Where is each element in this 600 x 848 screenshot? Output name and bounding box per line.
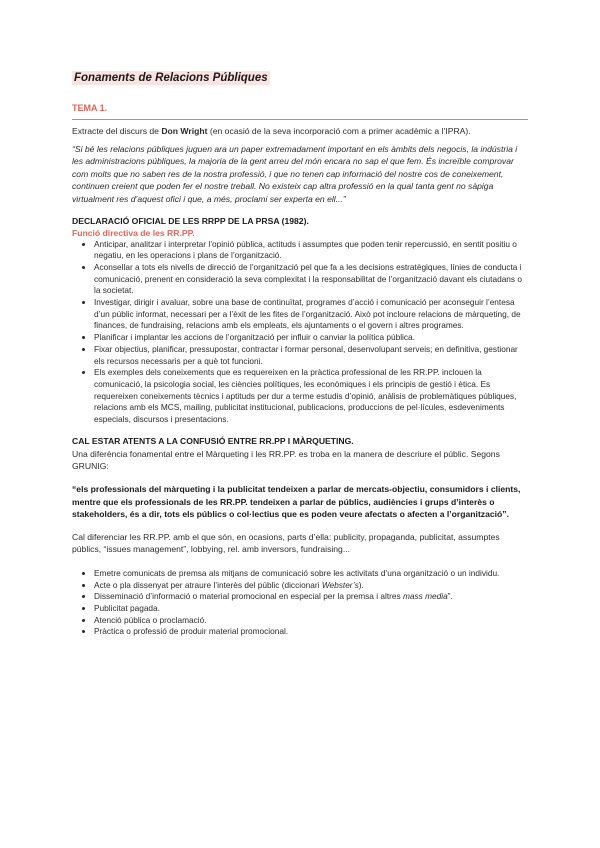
list-item: • Anticipar, analitzar i interpretar l’opinió pública, actituds i assumptes que poden tenir repercussió, en sentit positiu o negatiu, en les operacions i plans de l’organització. — [94, 239, 528, 262]
list-item: • Planificar i implantar les accions de l’organització per influir o canviar la política pública. — [94, 332, 528, 344]
section1-subheading: Funció directiva de les RR.PP. — [72, 227, 195, 238]
parts-list — [72, 568, 528, 638]
parts-paragraph: Cal diferenciar les RR.PP. amb el que són, en ocasions, parts d’ella: publicity, propaganda, publicitat, assumptes públics, “issues management”, lobbying, rel. amb inversors, fundraising... — [72, 531, 500, 555]
list-item: • Pràctica o professió de produir material promocional. — [94, 626, 528, 638]
list-item: • Els exemples dels coneixements que es requereixen en la pràctica professional de les RR.PP. inclouen la comunicació, la psicologia social, les ciències polítiques, les econòmiques i els principis de gestió i ètica. Es requereixen coneixements tècnics i aptituds per dur a terme estudis d’opinió, anàlisis de problemàtiques públiques, relacions amb els MCS, mailing, publicitat institucional, publicacions, produccions de pel·lícules, esdeveniments especials, discursos i presentacions. — [94, 367, 528, 426]
document-page — [72, 68, 528, 638]
horizontal-rule — [72, 119, 528, 120]
list-item: • Fixar objectius, planificar, pressupostar, contractar i formar personal, desenvolupant serveis; en definitiva, gestionar els recursos necessaris per a què tot funcioni. — [94, 344, 528, 367]
difference-paragraph: Una diferència fonamental entre el Màrqueting i les RR.PP. es troba en la manera de descriure el públic. Segons GRUNIG: — [72, 448, 500, 472]
list-item: • Acte o pla dissenyat per atraure l’interès del públic (diccionari Webster’s). — [94, 580, 528, 592]
list-item: • Aconsellar a tots els nivells de direcció de l’organització pel que fa a les decisions estratègiques, línies de conducta i comunicació, prenent en consideració la seva complexitat i la responsabilitat de l’organització davant els ciutadans o la societat. — [94, 262, 528, 297]
wright-quote: “Si bé les relacions públiques juguen ara un paper extremadament important en els àmbits dels negocis, la indústria i les administracions públiques, la majoria de la gent arreu del món encara no sap el que fem. És increïble comprovar com molts que no saben res de la nostra professió, i que no tenen cap informació del nostre cos de coneixement, continuen creient que poden fer el nostre treball. No existeix cap altra professió en la qual tanta gent no sàpiga virtualment res d’aquest ofici i que, a més, proclami ser experta en ell...” — [72, 143, 518, 204]
grunig-quote: “els professionals del màrqueting i la publicitat tendeixen a parlar de mercats-objectiu, consumidors i clients, mentre que els professionals de les RR.PP. tendeixen a parlar de públics, audiències i grups d’interès o stakeholders, és a dir, tots els públics o col·lectius que es poden veure afectats o afecten a l’organització”. — [72, 484, 521, 520]
tema-heading: TEMA 1. — [72, 103, 108, 113]
speaker-name: Don Wright — [161, 126, 208, 136]
list-item: • Emetre comunicats de premsa als mitjans de comunicació sobre les activitats d’una organització o un individu. — [94, 568, 528, 580]
functions-list — [72, 239, 528, 426]
intro-suffix: (en ocasió de la seva incorporació com a primer acadèmic a l’IPRA). — [207, 126, 471, 136]
section1-heading: DECLARACIÓ OFICIAL DE LES RRPP DE LA PRSA (1982). — [72, 215, 309, 226]
intro-paragraph — [72, 125, 528, 138]
document-title: Fonaments de Relacions Públiques — [74, 72, 268, 84]
list-item: • Disseminació d’informació o material promocional en especial per la premsa i altres mass media”. — [94, 591, 528, 603]
list-item: • Atenció pública o proclamació. — [94, 615, 528, 627]
section2-heading: CAL ESTAR ATENTS A LA CONFUSIÓ ENTRE RR.PP I MÀRQUETING. — [72, 435, 354, 446]
list-item: • Investigar, dirigir i avaluar, sobre una base de continuïtat, programes d’acció i comunicació per aconseguir l’entesa d’un públic informat, necessari per a l’èxit de les fites de l’organització. Això pot incloure relacions de màrqueting, de finances, de fundraising, relacions amb els empleats, els ajuntaments o el govern i altres programes. — [94, 297, 528, 332]
list-item: • Publicitat pagada. — [94, 603, 528, 615]
intro-prefix: Extracte del discurs de — [72, 126, 162, 136]
